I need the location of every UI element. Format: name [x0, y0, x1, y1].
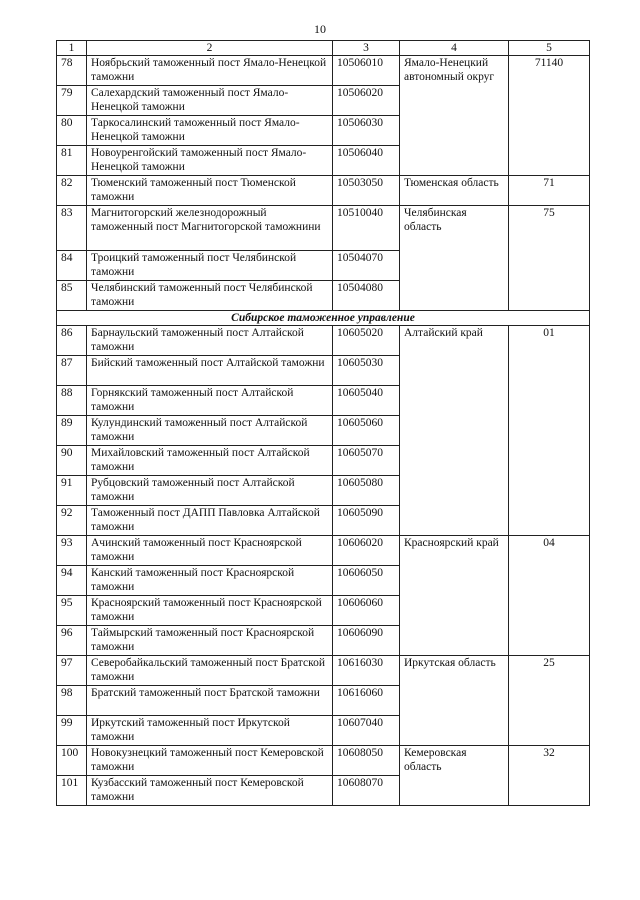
post-code: 10605090	[333, 506, 400, 536]
post-code: 10605080	[333, 476, 400, 506]
post-code: 10506030	[333, 116, 400, 146]
column-header-4: 4	[400, 41, 509, 56]
post-code: 10605070	[333, 446, 400, 476]
post-name: Рубцовский таможенный пост Алтайской таможни	[87, 476, 333, 506]
post-name: Горнякский таможенный пост Алтайской таможни	[87, 386, 333, 416]
region-code: 32	[509, 746, 590, 806]
region-name: Ямало-Ненецкий автономный округ	[400, 56, 509, 176]
row-number: 101	[57, 776, 87, 806]
customs-posts-table	[56, 40, 590, 806]
post-code: 10606050	[333, 566, 400, 596]
row-number: 97	[57, 656, 87, 686]
row-number: 91	[57, 476, 87, 506]
row-number: 93	[57, 536, 87, 566]
row-number: 82	[57, 176, 87, 206]
post-name: Кулундинский таможенный пост Алтайской таможни	[87, 416, 333, 446]
post-name: Иркутский таможенный пост Иркутской таможни	[87, 716, 333, 746]
post-code: 10510040	[333, 206, 400, 251]
post-code: 10605020	[333, 326, 400, 356]
post-name: Тюменский таможенный пост Тюменской таможни	[87, 176, 333, 206]
header-row	[57, 41, 590, 56]
post-name: Троицкий таможенный пост Челябинской таможни	[87, 251, 333, 281]
post-code: 10504070	[333, 251, 400, 281]
post-code: 10608070	[333, 776, 400, 806]
post-code: 10605040	[333, 386, 400, 416]
post-name: Северобайкальский таможенный пост Братской таможни	[87, 656, 333, 686]
row-number: 86	[57, 326, 87, 356]
region-code: 01	[509, 326, 590, 536]
post-code: 10616060	[333, 686, 400, 716]
post-name: Ноябрьский таможенный пост Ямало-Ненецкой таможни	[87, 56, 333, 86]
row-number: 78	[57, 56, 87, 86]
post-code: 10506010	[333, 56, 400, 86]
table-row	[57, 326, 590, 356]
region-name: Кемеровская область	[400, 746, 509, 806]
region-name: Красноярский край	[400, 536, 509, 656]
region-code: 75	[509, 206, 590, 311]
page-number: 10	[314, 22, 326, 36]
post-name: Михайловский таможенный пост Алтайской таможни	[87, 446, 333, 476]
post-name: Ачинский таможенный пост Красноярской таможни	[87, 536, 333, 566]
region-code: 04	[509, 536, 590, 656]
post-name: Кузбасский таможенный пост Кемеровской таможни	[87, 776, 333, 806]
post-code: 10506040	[333, 146, 400, 176]
row-number: 79	[57, 86, 87, 116]
row-number: 81	[57, 146, 87, 176]
row-number: 98	[57, 686, 87, 716]
row-number: 88	[57, 386, 87, 416]
region-code: 71140	[509, 56, 590, 176]
post-name: Салехардский таможенный пост Ямало-Ненецкой таможни	[87, 86, 333, 116]
post-name: Красноярский таможенный пост Красноярской таможни	[87, 596, 333, 626]
post-name: Таможенный пост ДАПП Павловка Алтайской таможни	[87, 506, 333, 536]
table-row	[57, 656, 590, 686]
row-number: 84	[57, 251, 87, 281]
post-name: Челябинский таможенный пост Челябинской таможни	[87, 281, 333, 311]
table-body	[57, 56, 590, 806]
post-name: Таймырский таможенный пост Красноярской таможни	[87, 626, 333, 656]
row-number: 83	[57, 206, 87, 251]
region-code: 71	[509, 176, 590, 206]
row-number: 92	[57, 506, 87, 536]
section-title: Сибирское таможенное управление	[57, 311, 590, 326]
region-name: Алтайский край	[400, 326, 509, 536]
row-number: 99	[57, 716, 87, 746]
column-header-3: 3	[333, 41, 400, 56]
row-number: 94	[57, 566, 87, 596]
post-code: 10616030	[333, 656, 400, 686]
post-code: 10605030	[333, 356, 400, 386]
row-number: 85	[57, 281, 87, 311]
post-name: Барнаульский таможенный пост Алтайской таможни	[87, 326, 333, 356]
post-name: Бийский таможенный пост Алтайской таможни	[87, 356, 333, 386]
row-number: 96	[57, 626, 87, 656]
section-row	[57, 311, 590, 326]
table-row	[57, 56, 590, 86]
table-row	[57, 746, 590, 776]
post-code: 10606020	[333, 536, 400, 566]
row-number: 89	[57, 416, 87, 446]
post-code: 10608050	[333, 746, 400, 776]
post-name: Магнитогорский железнодорожный таможенный пост Магнитогорской таможнини	[87, 206, 333, 251]
post-code: 10506020	[333, 86, 400, 116]
region-name: Иркутская область	[400, 656, 509, 746]
row-number: 95	[57, 596, 87, 626]
post-code: 10605060	[333, 416, 400, 446]
row-number: 90	[57, 446, 87, 476]
region-code: 25	[509, 656, 590, 746]
post-name: Канский таможенный пост Красноярской таможни	[87, 566, 333, 596]
row-number: 87	[57, 356, 87, 386]
table-row	[57, 206, 590, 251]
post-code: 10504080	[333, 281, 400, 311]
post-code: 10607040	[333, 716, 400, 746]
post-name: Новоуренгойский таможенный пост Ямало-Ненецкой таможни	[87, 146, 333, 176]
post-code: 10606090	[333, 626, 400, 656]
column-header-2: 2	[87, 41, 333, 56]
table-row	[57, 536, 590, 566]
post-code: 10606060	[333, 596, 400, 626]
post-name: Братский таможенный пост Братской таможни	[87, 686, 333, 716]
region-name: Челябинская область	[400, 206, 509, 311]
table-row	[57, 176, 590, 206]
column-header-1: 1	[57, 41, 87, 56]
post-name: Новокузнецкий таможенный пост Кемеровской таможни	[87, 746, 333, 776]
row-number: 100	[57, 746, 87, 776]
region-name: Тюменская область	[400, 176, 509, 206]
post-name: Таркосалинский таможенный пост Ямало-Ненецкой таможни	[87, 116, 333, 146]
post-code: 10503050	[333, 176, 400, 206]
row-number: 80	[57, 116, 87, 146]
column-header-5: 5	[509, 41, 590, 56]
